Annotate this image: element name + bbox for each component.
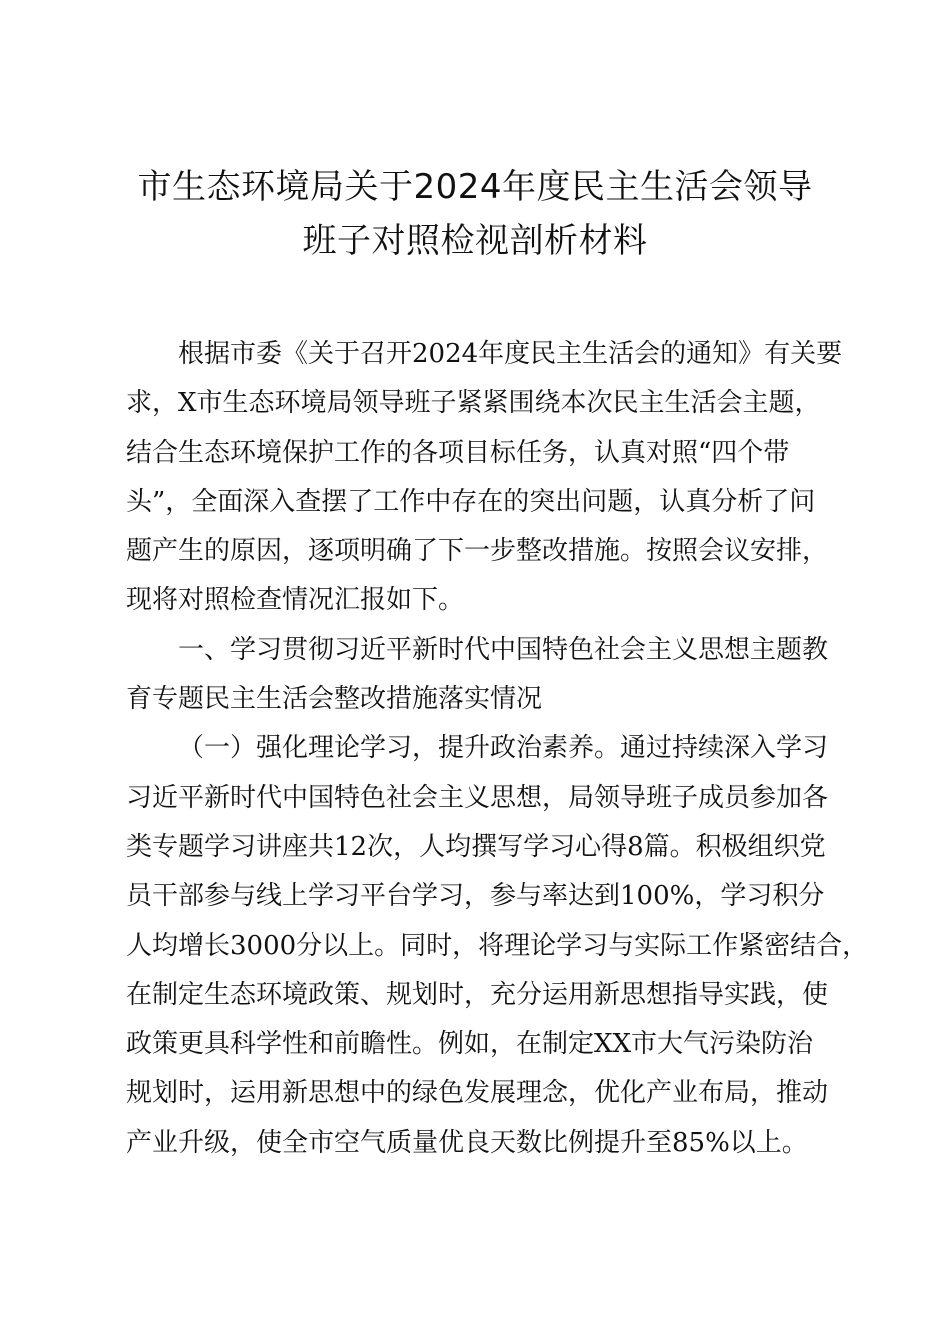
- text-line: 类专题学习讲座共12次，人均撰写学习心得8篇。积极组织党: [126, 831, 826, 862]
- text-line: 在制定生态环境政策、规划时，充分运用新思想指导实践，使: [126, 979, 829, 1010]
- text-line: 产业升级，使全市空气质量优良天数比例提升至85%以上。: [126, 1127, 808, 1158]
- title-line-1: 市生态环境局关于2024年度民主生活会领导: [137, 167, 813, 207]
- text-line: 头”，全面深入查摆了工作中存在的突出问题，认真分析了问: [126, 486, 816, 517]
- text-line: 员干部参与线上学习平台学习，参与率达到100%，学习积分: [126, 881, 825, 912]
- text-line: 育专题民主生活会整改措施落实情况: [126, 684, 543, 715]
- text-line: 人均增长3000分以上。同时，将理论学习与实际工作紧密结合，: [126, 930, 869, 961]
- text-line: 一、学习贯彻习近平新时代中国特色社会主义思想主题教: [178, 634, 829, 665]
- text-line: 求，X市生态环境局领导班子紧紧围绕本次民主生活会主题，: [126, 388, 821, 419]
- paragraph-intro: [126, 330, 843, 626]
- text-line: 题产生的原因，逐项明确了下一步整改措施。按照会议安排，: [126, 536, 829, 567]
- text-line: 习近平新时代中国特色社会主义思想，局领导班子成员参加各: [126, 782, 829, 813]
- document-title: [100, 160, 850, 268]
- paragraph-subsection-1: [126, 724, 869, 1168]
- text-line: 政策更具科学性和前瞻性。例如，在制定XX市大气污染防治: [126, 1029, 814, 1060]
- title-line-2: 班子对照检视剖析材料: [302, 221, 648, 261]
- text-line: 现将对照检查情况汇报如下。: [126, 585, 465, 616]
- text-line: 规划时，运用新思想中的绿色发展理念，优化产业布局，推动: [126, 1078, 829, 1109]
- text-line: 根据市委《关于召开2024年度民主生活会的通知》有关要: [178, 339, 843, 369]
- section-heading-1: [126, 626, 836, 725]
- document-body: [126, 330, 869, 1168]
- text-line: 结合生态环境保护工作的各项目标任务，认真对照“四个带: [126, 437, 790, 468]
- text-line: （一）强化理论学习，提升政治素养。通过持续深入学习: [178, 733, 829, 764]
